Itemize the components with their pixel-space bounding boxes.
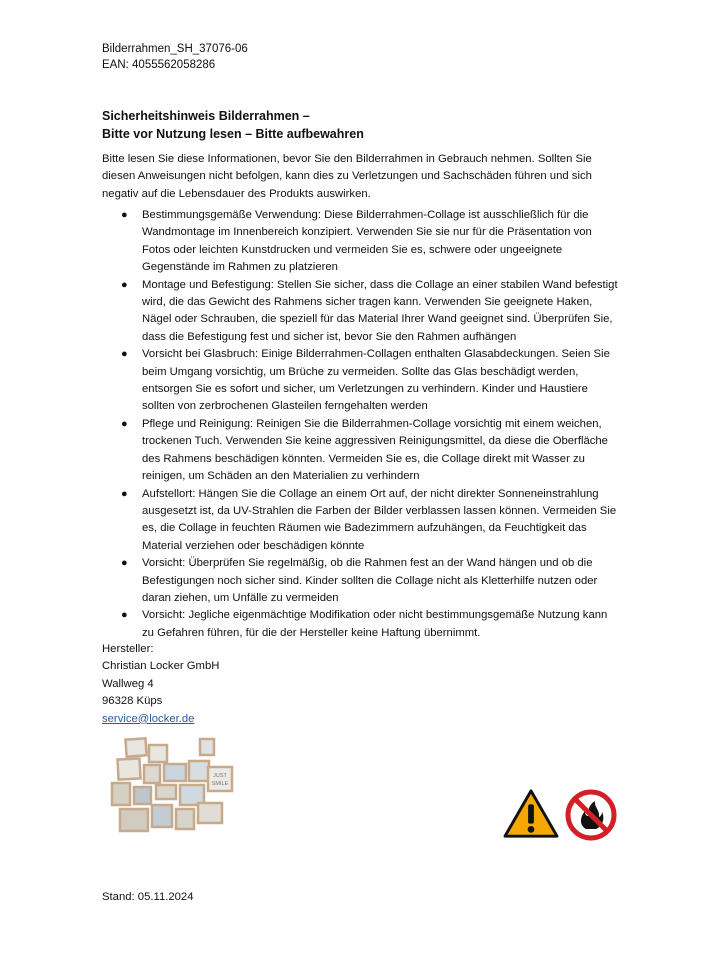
bullet-icon: ● [121,557,128,570]
bullet-icon: ● [121,278,128,291]
manufacturer-email-link[interactable]: service@locker.de [102,712,195,725]
title-line-2: Bitte vor Nutzung lesen – Bitte aufbewahren [102,127,364,141]
collage-text-just: JUST [213,773,227,779]
revision-date: Stand: 05.11.2024 [102,891,194,903]
manufacturer-city: 96328 Küps [102,695,163,708]
warning-triangle-icon [502,788,560,840]
manufacturer-name: Christian Locker GmbH [102,660,220,673]
list-item [102,555,622,607]
list-item-text: Vorsicht bei Glasbruch: Einige Bilderrahmen-Collagen enthalten Glasabdeckungen. Seien Sie beim Umgang vorsichtig, um Brüche zu vermeiden. Sollte das Glas beschädigt werden, entsorgen Sie es sofort und sicher, um Verletzungen zu verhindern. Kinder und Haustiere sollten von zerbrochenen Glasteilen ferngehalten werden [142,348,610,413]
list-item [102,207,622,277]
collage-text-smile: SMILE [211,781,229,787]
photo-collage-image [104,737,234,837]
list-item-text: Pflege und Reinigung: Reinigen Sie die Bilderrahmen-Collage vorsichtig mit einem weichen, trockenen Tuch. Verwenden Sie keine aggressiven Reinigungsmittel, da diese die Oberfläche des Rahmens beschädigen könnten. Vermeiden Sie es, die Collage direkt mit Wasser zu reinigen, um Schäden an den Materialien zu verhindern [142,417,608,483]
page-title [102,107,364,143]
bullet-icon: ● [121,209,128,221]
manufacturer-label: Hersteller: [102,643,154,655]
title-line-1: Sicherheitshinweis Bilderrahmen – [102,109,310,123]
safety-list [102,207,622,642]
list-item-text: Bestimmungsgemäße Verwendung: Diese Bilderrahmen-Collage ist ausschließlich für die Wandmontage im Innenbereich konzipiert. Verwenden Sie sie nur für die Präsentation von Fotos oder leichten Kunstdrucken und vermeiden Sie es, schwere oder ungeeignete Gegenstände im Rahmen zu platzieren [142,209,592,274]
document-header [102,41,248,73]
list-item [102,416,622,486]
list-item-text: Vorsicht: Überprüfen Sie regelmäßig, ob die Rahmen fest an der Wand hängen und ob die Befestigungen noch sicher sind. Kinder sollten die Collage nicht als Kletterhilfe nutzen oder daran ziehen, um Unfälle zu vermeiden [142,557,598,604]
list-item [102,607,622,642]
manufacturer-block [102,641,219,728]
list-item-text: Vorsicht: Jegliche eigenmächtige Modifikation oder nicht bestimmungsgemäße Nutzung kann zu Gefahren führen, für die der Hersteller keine Haftung übernimmt. [142,609,608,639]
bullet-icon: ● [121,487,128,500]
product-code: Bilderrahmen_SH_37076-06 [102,43,248,55]
manufacturer-street: Wallweg 4 [102,677,154,690]
intro-paragraph: Bitte lesen Sie diese Informationen, bevor Sie den Bilderrahmen in Gebrauch nehmen. Sollten Sie diesen Anweisungen nicht befolgen, kann dies zu Verletzungen und Sachschäden führen und sich negativ auf die Lebensdauer des Produkts auswirken. [102,153,592,200]
list-item [102,486,622,556]
ean-code: EAN: 4055562058286 [102,59,216,71]
list-item-text: Montage und Befestigung: Stellen Sie sicher, dass die Collage an einer stabilen Wand befestigt wird, die das Gewicht des Rahmens sicher tragen kann. Verwenden Sie geeignete Haken, Nägel oder Schrauben, die speziell für das Material Ihrer Wand geeignet sind. Überprüfen Sie, dass die Befestigung fest und sicher ist, bevor Sie den Rahmen aufhängen [142,278,618,343]
list-item-text: Aufstellort: Hängen Sie die Collage an einem Ort auf, der nicht direkter Sonneneinstrahlung ausgesetzt ist, da UV-Strahlen die Farben der Bilder verblassen lassen können. Vermeiden Sie es, die Collage in feuchten Räumen wie Badezimmern aufzuhängen, da Feuchtigkeit das Material verziehen oder beschädigen könnte [142,487,617,552]
list-item [102,277,622,347]
bullet-icon: ● [121,609,128,622]
no-open-flame-icon [565,789,617,841]
bullet-icon: ● [121,417,128,430]
bullet-icon: ● [121,348,128,361]
list-item [102,346,622,416]
